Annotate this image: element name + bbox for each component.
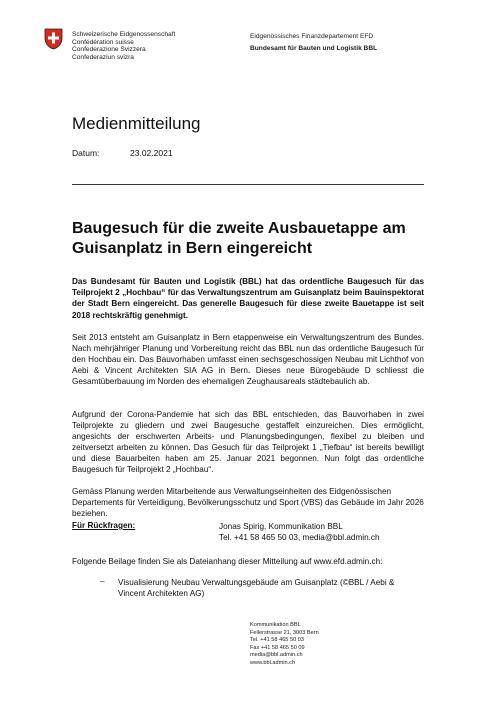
footer-line: Tel. +41 58 465 50 03 [250, 637, 304, 644]
contact-name: Jonas Spirig, Kommunikation BBL [219, 522, 343, 531]
confederation-names [72, 31, 175, 61]
footer-line: www.bbl.admin.ch [250, 659, 296, 666]
headline: Baugesuch für die zweite Ausbauetappe am Guisanplatz in Bern eingereicht [72, 220, 406, 257]
swiss-coat-of-arms-icon [44, 28, 63, 50]
contact-label: Für Rückfragen: [72, 521, 136, 530]
attachment-intro: Folgende Beilage finden Sie als Dateianhang dieser Mitteilung auf www.efd.admin.ch: [72, 557, 383, 566]
confederation-name-fr: Confédération suisse [72, 38, 134, 46]
contact-phone: Tel. +41 58 465 50 03, media@bbl.admin.ch [219, 533, 380, 543]
department-name: Eidgenössisches Finanzdepartement EFD [250, 33, 374, 40]
confederation-name-rm: Confederaziun svizra [72, 53, 134, 61]
office-name: Bundesamt für Bauten und Logistik BBL [250, 45, 378, 52]
footer-line: media@bbl.admin.ch [250, 652, 303, 659]
date-value: 23.02.2021 [130, 148, 173, 158]
date-label: Datum: [72, 148, 100, 158]
contact-info [219, 521, 380, 543]
footer-line: Kommunikation BBL [250, 622, 301, 628]
confederation-name-de: Schweizerische Eidgenossenschaft [72, 31, 176, 38]
lead-paragraph: Das Bundesamt für Bauten und Logistik (BBL) hat das ordentliche Baugesuch für das Teilprojekt 2 „Hochbau“ für das Verwaltungszentrum am Guisanplatz beim Bauinspektorat der Stadt Bern eingereicht. Das generelle Baugesuch für diese zweite Bauetappe ist seit 2018 rechtskräftig genehmigt. [72, 277, 424, 320]
footer-line: Fax +41 58 465 50 09 [250, 644, 305, 651]
attachment-bullet: – [100, 577, 105, 586]
body-paragraph: Aufgrund der Corona-Pandemie hat sich das BBL entschieden, das Bauvorhaben in zwei Teilprojekte zu gliedern und zwei Baugesuche gestaffelt einzureichen. Dies ermöglicht, angesichts der erschwerten Arbeits- und Planungsbedingungen, flexibel zu bleiben und zeitversetzt arbeiten zu können. Das Gesuch für das Teilprojekt 1 „Tiefbau“ ist bereits bewilligt und diese Bauarbeiten haben am 25. Januar 2021 begonnen. Nun folgt das ordentliche Baugesuch für Teilprojekt 2 „Hochbau“. [72, 410, 424, 475]
body-paragraph: Gemäss Planung werden Mitarbeitende aus Verwaltungseinheiten des Eidgenössischen Departements für Verteidigung, Bevölkerungsschutz und Sport (VBS) das Gebäude im Jahr 2026 beziehen. [72, 487, 424, 519]
divider [72, 184, 424, 185]
footer-line: Fellerstrasse 21, 3003 Bern [250, 629, 319, 636]
footer-contact [250, 622, 319, 668]
department-block [250, 31, 377, 55]
document-type: Medienmitteilung [72, 114, 201, 133]
confederation-name-it: Confederazione Svizzera [72, 46, 146, 54]
body-paragraph: Seit 2013 entsteht am Guisanplatz in Bern etappenweise ein Verwaltungszentrum des Bundes. Nach mehrjähriger Planung und Vorbereitung reicht das BBL nun das ordentliche Baugesuch für den Hochbau ein. Das Bauvorhaben umfasst einen sechsgeschossigen Neubau mit Lichthof von Aebi & Vincent Architekten SIA AG in Bern. Dieses neue Bürogebäude D schliesst die Gesamtüberbauung im Norden des ehemaligen Zeughausareals städtebaulich ab. [72, 333, 424, 387]
attachment-item: Visualisierung Neubau Verwaltungsgebäude am Guisanplatz (©BBL / Aebi & Vincent Architekten AG) [118, 578, 395, 599]
